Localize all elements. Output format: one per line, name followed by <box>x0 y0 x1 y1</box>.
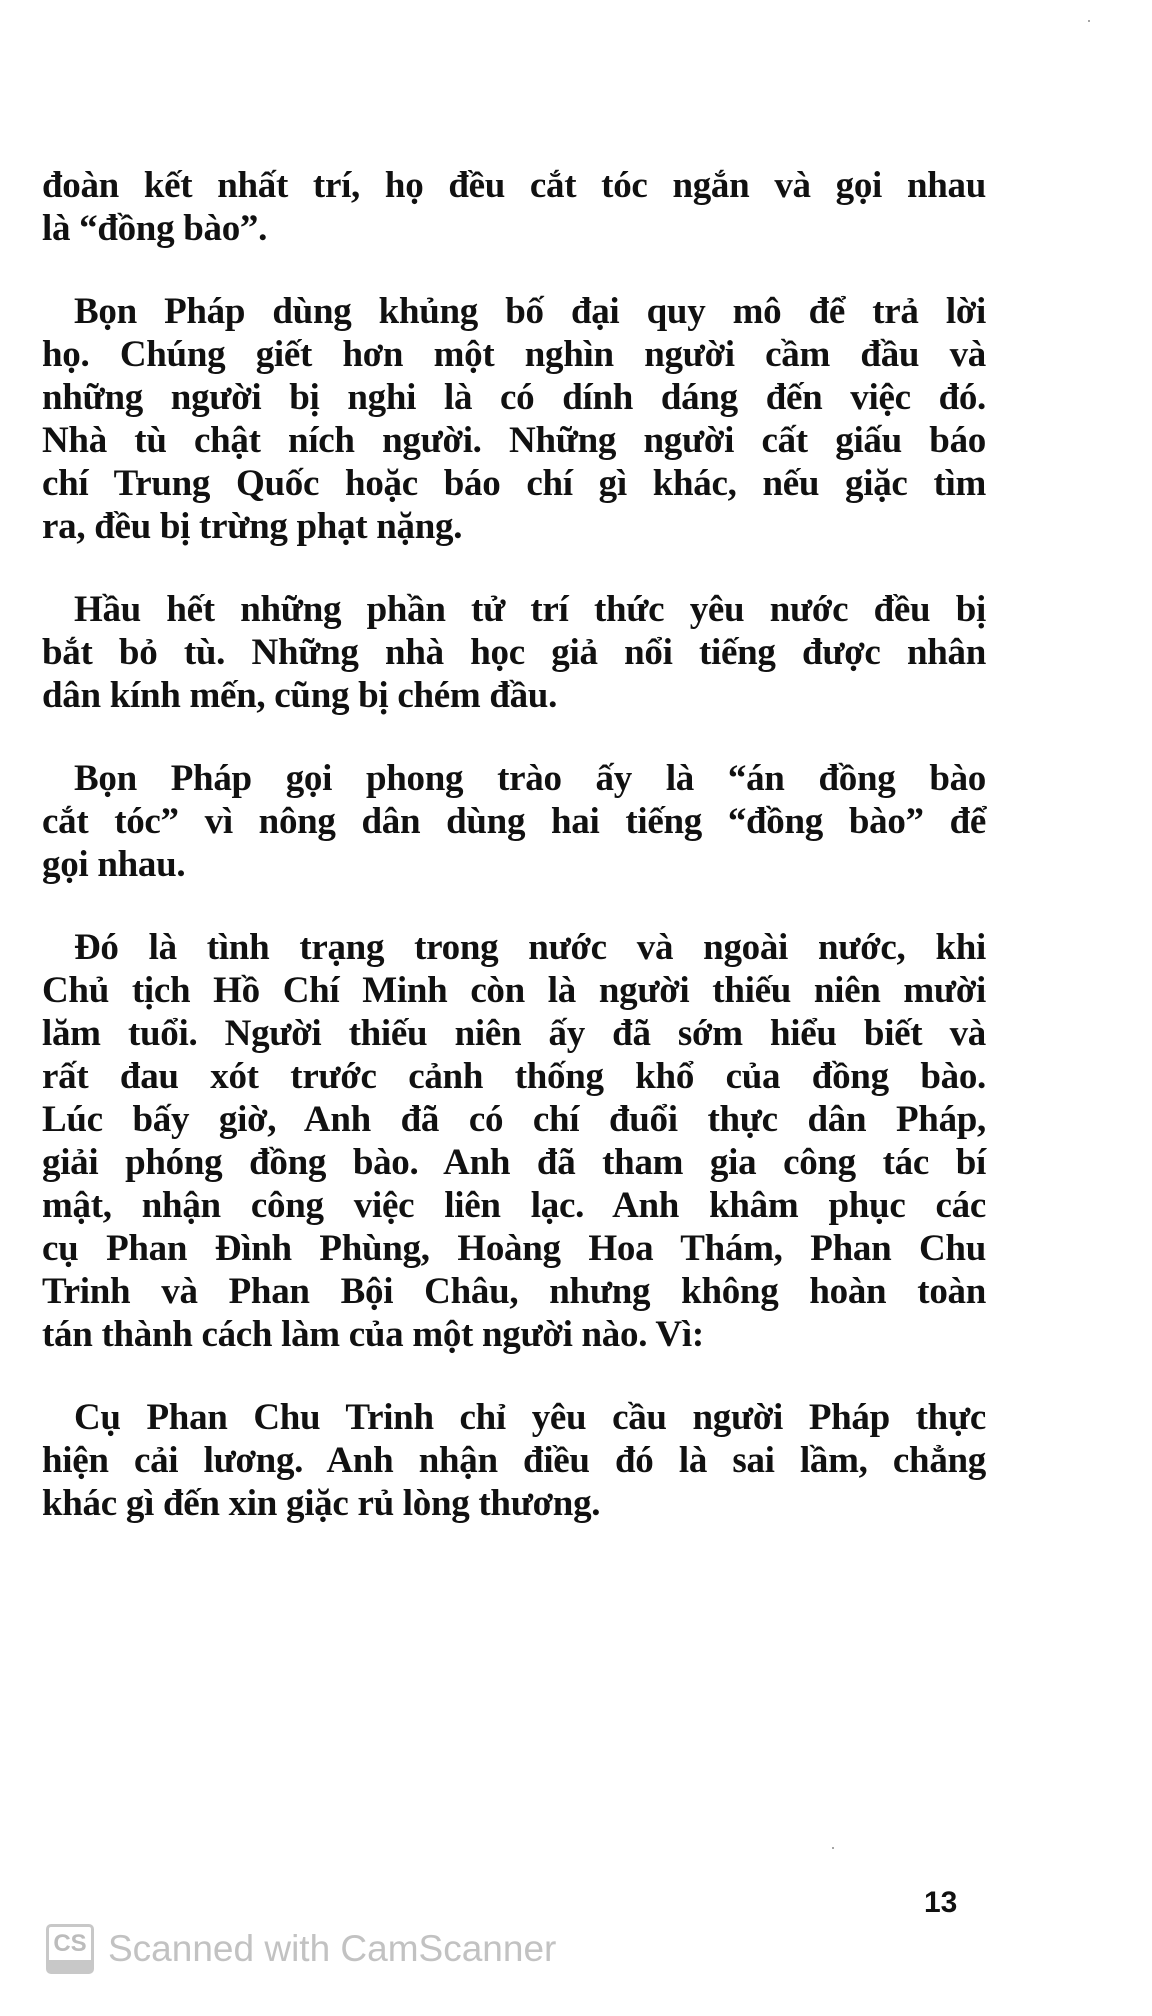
paragraph <box>42 757 986 886</box>
text-line: mật, nhận công việc liên lạc. Anh khâm phục các <box>42 1185 986 1226</box>
text-line: Nhà tù chật ních người. Những người cất giấu báo <box>42 420 986 461</box>
text-line: gọi nhau. <box>42 844 186 885</box>
watermark-text: Scanned with CamScanner <box>108 1928 557 1969</box>
text-line: đoàn kết nhất trí, họ đều cắt tóc ngắn và gọi nhau <box>42 165 986 206</box>
text-line: bắt bỏ tù. Những nhà học giả nổi tiếng được nhân <box>42 632 986 673</box>
paragraph <box>42 290 986 548</box>
text-line: khác gì đến xin giặc rủ lòng thương. <box>42 1483 601 1524</box>
text-line: rất đau xót trước cảnh thống khổ của đồng bào. <box>42 1056 986 1097</box>
paragraph <box>42 164 986 250</box>
text-line: Lúc bấy giờ, Anh đã có chí đuổi thực dân Pháp, <box>42 1099 986 1140</box>
paragraph <box>42 588 986 717</box>
text-line: Hầu hết những phần tử trí thức yêu nước đều bị <box>74 589 986 630</box>
page-number: 13 <box>924 1886 958 1919</box>
text-line: tán thành cách làm của một người nào. Vì: <box>42 1314 704 1355</box>
text-line: Trinh và Phan Bội Châu, nhưng không hoàn toàn <box>42 1271 986 1312</box>
camscanner-watermark <box>46 1924 556 1974</box>
text-line: giải phóng đồng bào. Anh đã tham gia công tác bí <box>42 1142 986 1183</box>
page-body <box>42 164 986 1565</box>
text-line: Chủ tịch Hồ Chí Minh còn là người thiếu niên mười <box>42 970 986 1011</box>
text-line: cụ Phan Đình Phùng, Hoàng Hoa Thám, Phan Chu <box>42 1228 986 1269</box>
text-line: những người bị nghi là có dính dáng đến việc đó. <box>42 377 986 418</box>
text-line: Bọn Pháp dùng khủng bố đại quy mô để trả lời <box>74 291 986 332</box>
text-line: dân kính mến, cũng bị chém đầu. <box>42 675 558 716</box>
text-line: lăm tuổi. Người thiếu niên ấy đã sớm hiểu biết và <box>42 1013 986 1054</box>
camscanner-logo-icon: CS <box>46 1924 94 1974</box>
text-line: họ. Chúng giết hơn một nghìn người cầm đầu và <box>42 334 986 375</box>
text-line: ra, đều bị trừng phạt nặng. <box>42 506 463 547</box>
scan-speck <box>832 1847 834 1849</box>
text-line: Đó là tình trạng trong nước và ngoài nước, khi <box>74 927 986 968</box>
text-line: Cụ Phan Chu Trinh chỉ yêu cầu người Pháp thực <box>74 1397 986 1438</box>
text-line: chí Trung Quốc hoặc báo chí gì khác, nếu giặc tìm <box>42 463 986 504</box>
text-line: Bọn Pháp gọi phong trào ấy là “án đồng bào <box>74 758 986 799</box>
paragraph <box>42 1396 986 1525</box>
text-line: là “đồng bào”. <box>42 208 268 249</box>
text-line: hiện cải lương. Anh nhận điều đó là sai lầm, chẳng <box>42 1440 986 1481</box>
paragraph <box>42 926 986 1356</box>
text-line: cắt tóc” vì nông dân dùng hai tiếng “đồng bào” để <box>42 801 986 842</box>
scan-speck <box>1088 20 1090 22</box>
